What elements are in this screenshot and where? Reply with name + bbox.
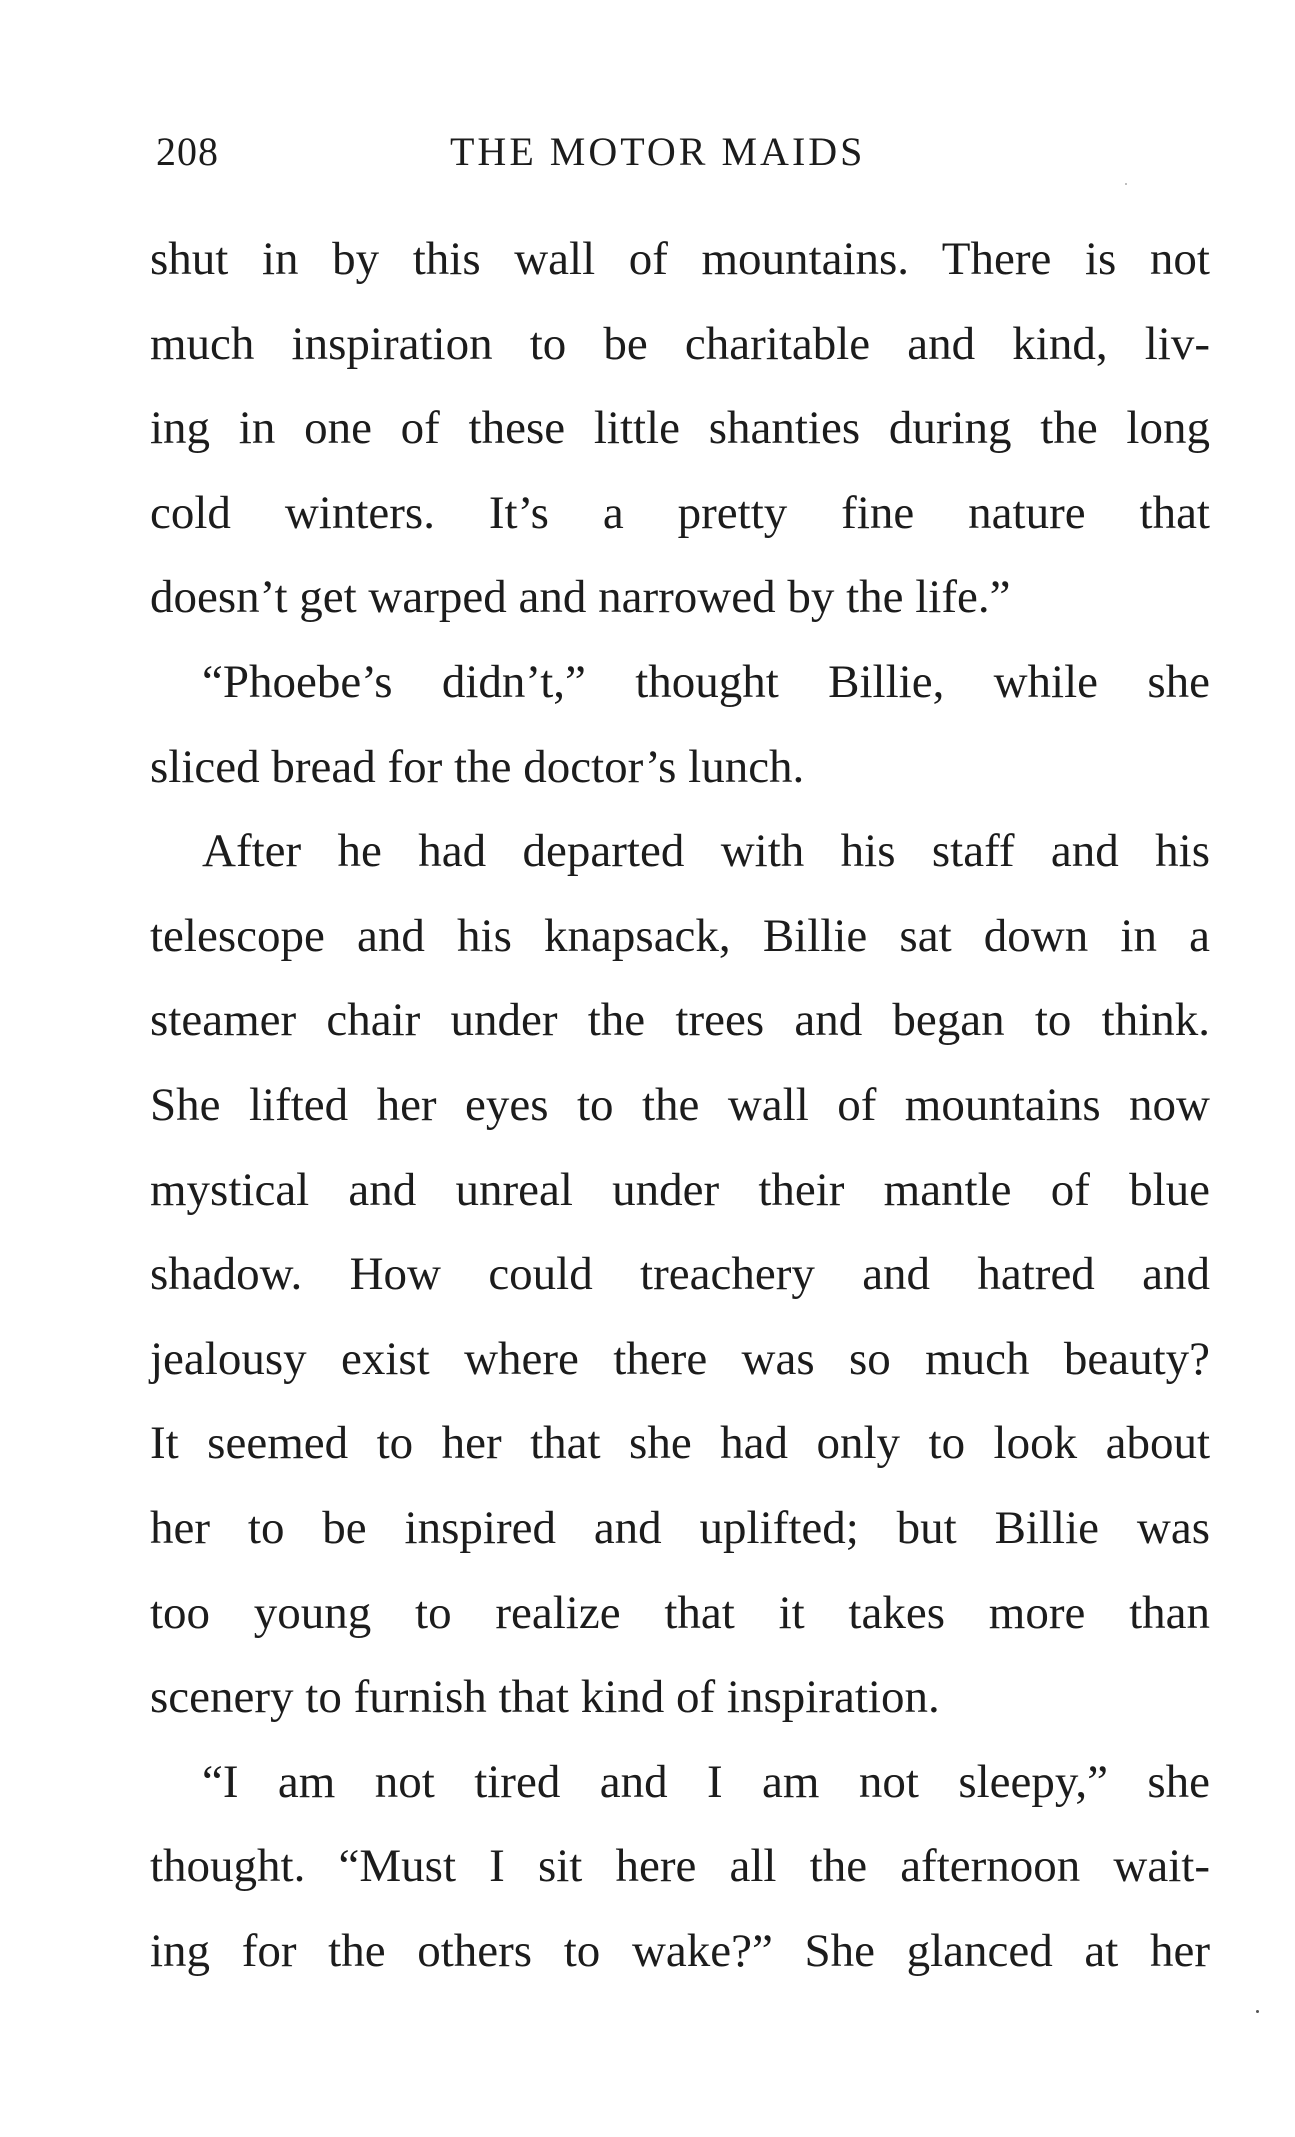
running-head: THE MOTOR MAIDS (450, 129, 866, 174)
text-line: cold winters. It’s a pretty fine nature that (150, 486, 1210, 539)
body-text (150, 217, 1210, 1993)
scan-speck (1125, 183, 1127, 185)
text-line: sliced bread for the doctor’s lunch. (150, 740, 805, 793)
text-line: telescope and his knapsack, Billie sat down in a (150, 909, 1210, 962)
text-line: steamer chair under the trees and began to think. (150, 994, 1210, 1047)
page-number: 208 (156, 129, 219, 174)
text-line: mystical and unreal under their mantle of blue (150, 1163, 1210, 1216)
text-line: “I am not tired and I am not sleepy,” she (202, 1755, 1210, 1808)
text-line: ing in one of these little shanties during the long (150, 402, 1210, 455)
text-line: ing for the others to wake?” She glanced at her (150, 1924, 1210, 1977)
text-line: “Phoebe’s didn’t,” thought Billie, while she (202, 655, 1210, 708)
text-line: doesn’t get warped and narrowed by the life.” (150, 571, 1011, 624)
text-line: too young to realize that it takes more than (150, 1586, 1210, 1639)
scan-speck (1256, 2010, 1259, 2013)
text-line: much inspiration to be charitable and kind, liv- (150, 317, 1210, 370)
page-header (150, 128, 1210, 188)
text-line: her to be inspired and uplifted; but Billie was (150, 1501, 1210, 1554)
text-line: scenery to furnish that kind of inspiration. (150, 1671, 940, 1724)
text-line: jealousy exist where there was so much beauty? (150, 1332, 1210, 1385)
text-line: She lifted her eyes to the wall of mountains now (150, 1078, 1210, 1131)
text-line: shadow. How could treachery and hatred and (150, 1248, 1210, 1301)
text-line: After he had departed with his staff and his (202, 825, 1210, 878)
text-line: shut in by this wall of mountains. There is not (150, 233, 1210, 285)
text-line: It seemed to her that she had only to look about (150, 1417, 1210, 1470)
text-line: thought. “Must I sit here all the afternoon wait- (150, 1840, 1210, 1893)
